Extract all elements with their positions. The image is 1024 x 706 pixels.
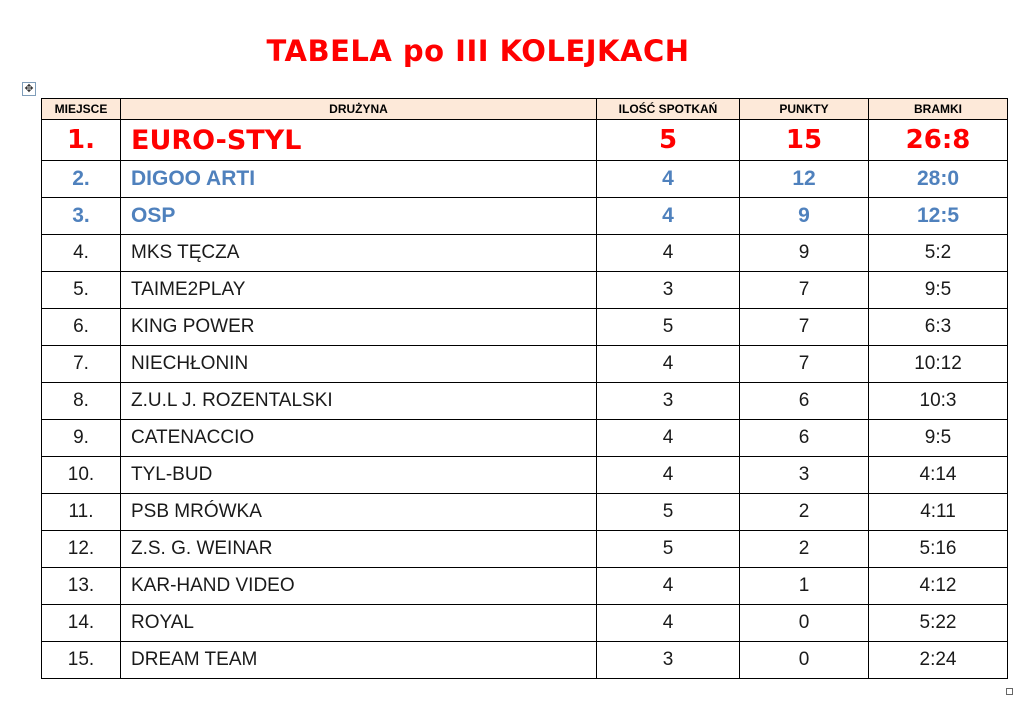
table-row <box>42 457 1008 494</box>
points-cell: 6 <box>740 383 869 420</box>
table-row <box>42 494 1008 531</box>
goals-cell: 6:3 <box>869 309 1008 346</box>
goals-cell: 4:12 <box>869 568 1008 605</box>
team-cell: TYL-BUD <box>121 457 597 494</box>
points-cell: 15 <box>740 120 869 161</box>
games-cell: 5 <box>597 309 740 346</box>
games-cell: 4 <box>597 605 740 642</box>
points-cell: 12 <box>740 161 869 198</box>
place-cell: 3. <box>42 198 121 235</box>
games-cell: 3 <box>597 642 740 679</box>
page-title: TABELA po III KOLEJKACH <box>266 34 690 68</box>
points-cell: 6 <box>740 420 869 457</box>
table-row <box>42 198 1008 235</box>
goals-cell: 4:14 <box>869 457 1008 494</box>
table-row <box>42 120 1008 161</box>
points-cell: 7 <box>740 272 869 309</box>
team-cell: OSP <box>121 198 597 235</box>
place-cell: 13. <box>42 568 121 605</box>
goals-cell: 9:5 <box>869 272 1008 309</box>
team-cell: CATENACCIO <box>121 420 597 457</box>
points-cell: 2 <box>740 494 869 531</box>
place-cell: 11. <box>42 494 121 531</box>
points-cell: 9 <box>740 235 869 272</box>
place-cell: 7. <box>42 346 121 383</box>
table-row <box>42 346 1008 383</box>
header-games: ILOŚĆ SPOTKAŃ <box>597 99 740 120</box>
games-cell: 4 <box>597 420 740 457</box>
points-cell: 0 <box>740 605 869 642</box>
goals-cell: 28:0 <box>869 161 1008 198</box>
place-cell: 5. <box>42 272 121 309</box>
team-cell: KING POWER <box>121 309 597 346</box>
games-cell: 5 <box>597 120 740 161</box>
team-cell: KAR-HAND VIDEO <box>121 568 597 605</box>
table-resize-handle[interactable] <box>1006 688 1013 695</box>
table-row <box>42 309 1008 346</box>
header-row <box>42 99 1008 120</box>
points-cell: 9 <box>740 198 869 235</box>
points-cell: 3 <box>740 457 869 494</box>
team-cell: PSB MRÓWKA <box>121 494 597 531</box>
place-cell: 1. <box>42 120 121 161</box>
table-row <box>42 420 1008 457</box>
team-cell: MKS TĘCZA <box>121 235 597 272</box>
goals-cell: 10:3 <box>869 383 1008 420</box>
games-cell: 4 <box>597 198 740 235</box>
move-cross-icon[interactable]: ✥ <box>22 82 36 96</box>
standings-table <box>41 98 1008 679</box>
team-cell: DREAM TEAM <box>121 642 597 679</box>
team-cell: NIECHŁONIN <box>121 346 597 383</box>
games-cell: 4 <box>597 568 740 605</box>
place-cell: 10. <box>42 457 121 494</box>
table-row <box>42 605 1008 642</box>
place-cell: 12. <box>42 531 121 568</box>
table-row <box>42 272 1008 309</box>
games-cell: 3 <box>597 272 740 309</box>
goals-cell: 9:5 <box>869 420 1008 457</box>
team-cell: EURO-STYL <box>121 120 597 161</box>
games-cell: 4 <box>597 457 740 494</box>
place-cell: 8. <box>42 383 121 420</box>
table-row <box>42 568 1008 605</box>
goals-cell: 26:8 <box>869 120 1008 161</box>
place-cell: 9. <box>42 420 121 457</box>
goals-cell: 5:16 <box>869 531 1008 568</box>
games-cell: 4 <box>597 235 740 272</box>
goals-cell: 10:12 <box>869 346 1008 383</box>
goals-cell: 4:11 <box>869 494 1008 531</box>
points-cell: 7 <box>740 309 869 346</box>
table-row <box>42 642 1008 679</box>
header-team: DRUŻYNA <box>121 99 597 120</box>
team-cell: ROYAL <box>121 605 597 642</box>
place-cell: 15. <box>42 642 121 679</box>
team-cell: DIGOO ARTI <box>121 161 597 198</box>
goals-cell: 12:5 <box>869 198 1008 235</box>
games-cell: 4 <box>597 346 740 383</box>
header-points: PUNKTY <box>740 99 869 120</box>
goals-cell: 5:2 <box>869 235 1008 272</box>
points-cell: 1 <box>740 568 869 605</box>
table-row <box>42 383 1008 420</box>
team-cell: TAIME2PLAY <box>121 272 597 309</box>
header-place: MIEJSCE <box>42 99 121 120</box>
points-cell: 7 <box>740 346 869 383</box>
games-cell: 5 <box>597 494 740 531</box>
table-row <box>42 235 1008 272</box>
place-cell: 2. <box>42 161 121 198</box>
team-cell: Z.S. G. WEINAR <box>121 531 597 568</box>
place-cell: 14. <box>42 605 121 642</box>
header-goals: BRAMKI <box>869 99 1008 120</box>
goals-cell: 5:22 <box>869 605 1008 642</box>
goals-cell: 2:24 <box>869 642 1008 679</box>
points-cell: 0 <box>740 642 869 679</box>
games-cell: 3 <box>597 383 740 420</box>
place-cell: 4. <box>42 235 121 272</box>
games-cell: 5 <box>597 531 740 568</box>
table-row <box>42 531 1008 568</box>
place-cell: 6. <box>42 309 121 346</box>
games-cell: 4 <box>597 161 740 198</box>
team-cell: Z.U.L J. ROZENTALSKI <box>121 383 597 420</box>
table-row <box>42 161 1008 198</box>
points-cell: 2 <box>740 531 869 568</box>
